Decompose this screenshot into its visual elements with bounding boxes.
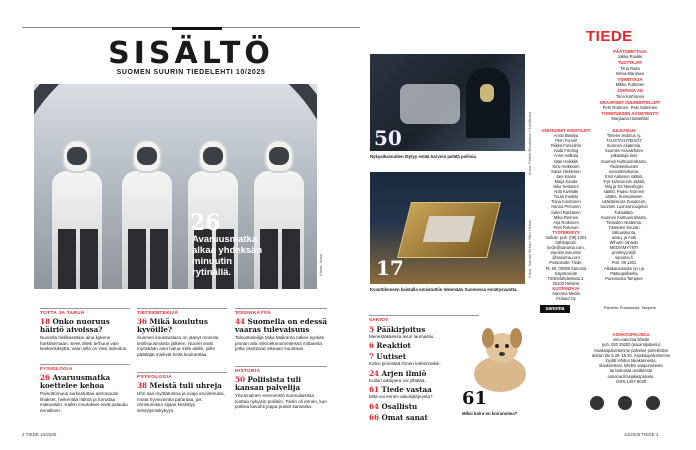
toc-item-sub: Menestäkäessa avun laumastiu. xyxy=(369,334,435,339)
masthead-name: Tuula Koskilo xyxy=(553,194,579,200)
masthead-name: Tieteiden Akatemia, xyxy=(606,219,642,225)
masthead-name: Suomen Akatemia, xyxy=(606,143,642,149)
masthead-name: Pääsopelliselta xyxy=(610,270,638,276)
masthead-name: Mika Rennes xyxy=(554,214,578,220)
page-title: SISÄLTÖ xyxy=(108,36,274,71)
chip-photo-number: 17 xyxy=(376,256,404,280)
masthead-name: Kirsi Heikkinen xyxy=(552,163,580,169)
masthead-name: Aada Förding xyxy=(553,148,579,154)
section-psykologia[interactable] xyxy=(137,372,227,414)
masthead-name: Tieteen tiedotus ry. xyxy=(606,133,642,139)
masthead-name: Riikka Forselinin xyxy=(550,143,582,149)
masthead-name: Emil Aaltosen säätiö, xyxy=(604,173,643,179)
masthead-name: Tiedekeskusten xyxy=(609,163,639,169)
masthead-name: sanoma.fi xyxy=(615,255,633,261)
masthead-role: KUSTANTAJA xyxy=(552,285,580,291)
masthead-name: Suomen Luonnonsuojelun xyxy=(600,204,648,210)
toc-item[interactable]: 61 Tiede vastaa xyxy=(369,385,432,395)
toc-item[interactable]: 66 Omat sanat xyxy=(369,412,428,422)
masthead-name: printmyynti@ xyxy=(612,250,636,256)
dog-number: 61 xyxy=(462,388,488,409)
astronaut-figure xyxy=(48,139,106,289)
dog-photo[interactable] xyxy=(462,318,532,398)
masthead-name: etunimi.sukunimi xyxy=(550,250,582,256)
toc-item-sub: Kahvi pinnistää ihmen kofeiinnakin. xyxy=(369,361,441,367)
masthead-name: Anssi Bwalya xyxy=(553,133,579,139)
masthead-right-column xyxy=(598,128,650,281)
masthead-name: Anne Halkola xyxy=(553,153,579,159)
dog-question: Miksi koira on koirannima? xyxy=(462,411,518,416)
certification-badge-icon xyxy=(646,396,660,410)
main-photo-text: Avaruusmatka alkaa yhdeksän minuutin rytinällä. xyxy=(192,234,263,278)
masthead-name: Sanoma Media xyxy=(552,291,580,296)
masthead-left-column xyxy=(540,128,592,301)
masthead-name: Hanna Pesonen xyxy=(551,204,581,210)
toc-label: VAKIOT xyxy=(369,315,479,323)
masthead-name: Puh. 09 1201 xyxy=(611,260,637,266)
section-toisinkayva[interactable] xyxy=(235,308,327,352)
masthead-name: @sanoma.com xyxy=(552,255,580,261)
masthead-name: Maj ja Tor Nesslingin xyxy=(605,184,643,190)
section-label: TOISINKÄYVÄ xyxy=(235,308,327,316)
section-headline: 38 Meistä tuli uhreja xyxy=(137,381,222,390)
section-label: TIETEENTEKIJÄ xyxy=(137,308,227,316)
police-photo-caption: Nykyaikaisuiden täytyy estää harvoin pelätä poliisia. xyxy=(370,154,477,159)
masthead-name: Tukisäätiö, xyxy=(614,209,634,215)
masthead-name: Maija Karala xyxy=(554,178,578,184)
masthead-name: Sähköposti: xyxy=(555,240,577,246)
sanoma-logo: sanoma xyxy=(540,305,570,313)
toc-item[interactable]: 64 Osallistu xyxy=(369,401,418,411)
police-photo-number: 50 xyxy=(374,126,402,150)
section-tieteentekija[interactable] xyxy=(137,308,227,358)
section-historia[interactable] xyxy=(235,366,327,410)
toc-item-sub: Kuilun aiksipera voi yllättää. xyxy=(369,377,426,383)
chip-photo-caption: Kvanttikoneen kaistalla onnistuttiin tekemään Suomessa ennätysvuotta. xyxy=(370,287,518,292)
toc-item[interactable]: 5 Pääkirjoitus xyxy=(369,325,426,334)
section-body: Taloustieteilijä Mika Maliranta näkee synkän pinnan alla mikroekonomeiteissä mittareita, jotka osoittavat oikeaan suuntaan. xyxy=(235,335,325,352)
police-photo[interactable] xyxy=(370,54,525,151)
footer-left: 2 TIEDE 10/2025 xyxy=(22,432,57,437)
certification-badge-icon xyxy=(590,396,604,410)
footer-right: 10/2025 TIEDE 3 xyxy=(624,432,659,437)
masthead-name: MEDIAMYYNTI xyxy=(609,245,639,251)
masthead-name: säätiö, Suomalainen xyxy=(605,194,643,200)
toc-item[interactable]: 6 Reaktiot xyxy=(369,341,411,351)
toc-item-sub: Mitä voi ennen aikuisjähjeysta? xyxy=(369,394,433,400)
masthead-name: Petri Forsell xyxy=(555,138,577,144)
masthead-name: tiede@sanoma.com, xyxy=(547,245,585,251)
masthead-name: ansiq. ja Antti xyxy=(611,234,637,240)
top-accent-bar xyxy=(172,27,222,30)
section-body: Painottomuus surkastuttaa astronautin lihakset, heikentää näköä ja turruttaa makuaistin. Kaikki muutokset eivät palaudu ennalleen. xyxy=(40,391,128,414)
section-label: FYSIOLOGIA xyxy=(40,364,130,372)
masthead-name: Yrjö Jahnssonin säätiö, xyxy=(602,178,646,184)
section-body: Nuorella hellikessäkin aina kykene harkitsemaan. Sees olleiti terhuun vain keskenkäsyttä, vaan sillä on vissi tarkoitus. xyxy=(40,335,128,352)
section-body: Uhri saa myötätuntoa ja ovaja arvostetuksi, mutta hyvinvointia parantaa, jos uhristumisen sijaan keskittyy selviytymiskykyyn. xyxy=(137,391,225,414)
tiede-logo: TIEDE xyxy=(586,28,633,45)
main-photo-credit: Kuvat: Nasa xyxy=(318,254,323,276)
section-body: Ylivoimainen enemmistö suomalaisista luottaa nykyisin poliisiin. Toisin oli ennen, kun poliisia kavahti joppa puolet kansasta. xyxy=(235,393,327,410)
section-headline: 44 Suomella on edessä vaaras tulevaisuus xyxy=(235,317,327,334)
quantum-chip-photo[interactable] xyxy=(370,172,525,284)
masthead-name: Punamusta Tampere xyxy=(605,275,643,281)
masthead-role: JULKAISIJA xyxy=(612,128,636,133)
section-headline: 18 Onko nuoruus häiriö aivoissa? xyxy=(40,317,110,334)
police-photo-credit: Kuva: Pekka Rautiainen / Lehtikuva xyxy=(527,112,532,176)
masthead-name: PL 60, 00089 Sanoma xyxy=(545,265,587,271)
masthead-name: Kaleri Rantanen xyxy=(551,209,581,215)
section-label: TOTTA JA TARUA xyxy=(40,308,130,316)
masthead-name: Niko Kettunen xyxy=(553,184,579,190)
masthead-name: Tieteiden Seuran xyxy=(608,224,640,230)
masthead-name: Valtuuskunta, xyxy=(611,229,637,235)
masthead-name: Suomen Kulttuurirahasto, xyxy=(600,214,648,220)
astronaut-photo[interactable] xyxy=(34,84,317,289)
masthead-name: Antti Kivimäki xyxy=(553,189,579,195)
masthead-name: Toina Kouttonen xyxy=(551,199,581,205)
masthead-name: neuvottelukunta, xyxy=(608,168,640,174)
section-label: PSYKOLOGIA xyxy=(137,372,227,380)
certification-badges xyxy=(590,396,674,412)
astronaut-figure xyxy=(118,139,176,289)
page-subtitle: SUOMEN SUURIN TIEDELEHTI 10/2025 xyxy=(116,69,266,76)
masthead-name: säätiö, Paavo Nurmen xyxy=(603,189,645,195)
masthead-name: Petri Rotonen xyxy=(553,224,579,230)
masthead-role: TYÖTERVEYS xyxy=(552,229,580,235)
masthead-name: Aikakausmedia ry:n ja xyxy=(603,265,645,271)
masthead-name: Käyntiosoite xyxy=(554,270,578,276)
masthead-name: Suomen Kulttuurirahasto, xyxy=(600,158,648,164)
masthead-name: Töölönlahdenkatu 2, xyxy=(547,275,585,281)
main-photo-number: 26 xyxy=(190,210,221,236)
masthead-name: Arja Roikonen xyxy=(553,219,579,225)
certification-badge-icon xyxy=(618,396,632,410)
masthead-name: Vaihde: puh. (09) 1201 xyxy=(545,234,587,240)
masthead-name: Finland Oy xyxy=(556,296,576,302)
masthead-name: Suomen Kuvalehden xyxy=(604,148,643,154)
masthead-name: TAUSTAYHTEISÖT xyxy=(606,138,642,144)
section-body: Suomen koulutustaso on jäänyt monista teollisuusmaista jälkeen. Nuoret eivät myöskään aina halua mille alalle, joille päättäjät mielivät heitä koulutettaa. xyxy=(137,335,219,358)
masthead-name: Mari Heikkilä xyxy=(554,158,578,164)
masthead-staff: PÄÄTOIMITTAJA Jukka Ruukki TUOTTAJAT Tiina Raito Mirva Marimaa TOIMITTAJA Mikko Puttonen JOHTAVA AD Tiina Korhonen GRAAFISET SUUNNITTELIJAT Petri Rotonen, Pasi Salminen TOIMITUKSEN ASSISTENTTI Marjaana Huttanläki xyxy=(599,49,661,122)
toc-item[interactable]: 7 Uutiset xyxy=(369,352,407,362)
masthead-name: Lääkäriseura Duodecim, xyxy=(601,199,647,205)
masthead-name: Jani Kaarsi xyxy=(555,173,577,179)
section-totta-ja-tarua[interactable] xyxy=(40,308,130,352)
section-headline: 26 Avaruusmatka koettelee kehoa xyxy=(40,373,111,390)
masthead-name: Wihurin rahasto xyxy=(609,240,639,246)
section-headline: 50 Poliisista tuli kansan palvelija xyxy=(235,375,302,392)
masthead-name: 00100 Helsinki xyxy=(552,280,580,286)
section-headline: 36 Mikä koulutus kyvöille? xyxy=(137,317,208,334)
customer-service: ASIAKASPALVELU omo.sanoma.fi/tiede puh. 020 39200 (asiointipalvelu) Asiakaspalvelumme palvelee puhelimitse arkisin klo 8.30–16.30. Asiakaspalvelumme löydät lehden takakannesta, tilauksestasi, lehden saapumisesta tai laskuista osoitteesta sanoma.fi/asiakaspalvelu. ISSN 1457-9030 xyxy=(591,332,671,384)
masthead-name: Kaisa Hiekkinen xyxy=(551,168,581,174)
section-label: HISTORIA xyxy=(235,366,327,374)
printer-note: Painettu: Punamusta, Tampere xyxy=(603,306,657,310)
toc-item[interactable]: 24 Arjen ilmiö xyxy=(369,368,427,378)
masthead-name: Postiosoite: Tiede, xyxy=(549,260,583,266)
section-fysiologia[interactable] xyxy=(40,364,130,414)
chip-photo-credit: Kuva: Samuli Sirkia / Otto Helsin xyxy=(527,220,532,278)
masthead-name: julkaistuja tieto xyxy=(610,153,638,159)
masthead-role: VAKITUISET AVUSTAJAT xyxy=(541,128,591,133)
